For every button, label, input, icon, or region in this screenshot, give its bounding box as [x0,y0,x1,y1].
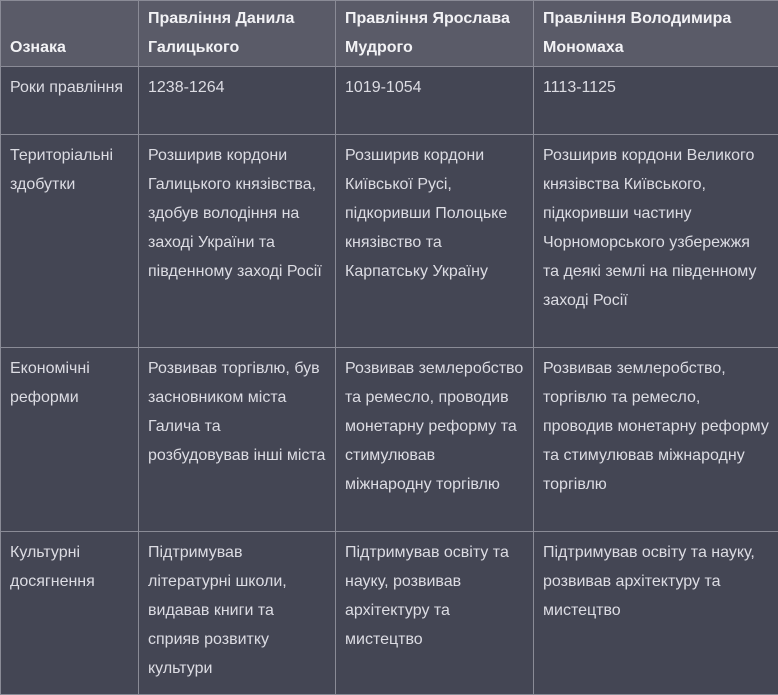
table-cell: Підтримував освіту та науку, розвивав архітектуру та мистецтво [336,532,534,695]
table-cell: Розширив кордони Галицького князівства, здобув володіння на заході України та південному заході Росії [139,135,336,348]
header-cell-volodymyr: Правління Володимира Мономаха [534,1,778,67]
header-cell-danylo: Правління Данила Галицького [139,1,336,67]
table-cell: Розвивав землеробство та ремесло, проводив монетарну реформу та стимулював міжнародну торгівлю [336,348,534,532]
table-cell: Підтримував освіту та науку, розвивав архітектуру та мистецтво [534,532,778,695]
header-cell-feature: Ознака [1,1,139,67]
table-row [1,348,778,532]
row-label: Територіальні здобутки [1,135,139,348]
header-cell-yaroslav: Правління Ярослава Мудрого [336,1,534,67]
table-row [1,67,778,135]
table-cell: Розширив кордони Великого князівства Київського, підкоривши частину Чорноморського узбережжя та деякі землі на південному заході Росії [534,135,778,348]
table-cell: Підтримував літературні школи, видавав книги та сприяв розвитку культури [139,532,336,695]
row-label: Роки правління [1,67,139,135]
row-label: Культурні досягнення [1,532,139,695]
table-cell: Розвивав землеробство, торгівлю та ремесло, проводив монетарну реформу та стимулював міжнародну торгівлю [534,348,778,532]
table-row [1,135,778,348]
row-label: Економічні реформи [1,348,139,532]
table-cell: 1113-1125 [534,67,778,135]
table-cell: Розширив кордони Київської Русі, підкоривши Полоцьке князівство та Карпатську Україну [336,135,534,348]
table-row [1,532,778,695]
table-cell: Розвивав торгівлю, був засновником міста Галича та розбудовував інші міста [139,348,336,532]
table-cell: 1238-1264 [139,67,336,135]
table-header-row [1,1,778,67]
table-cell: 1019-1054 [336,67,534,135]
